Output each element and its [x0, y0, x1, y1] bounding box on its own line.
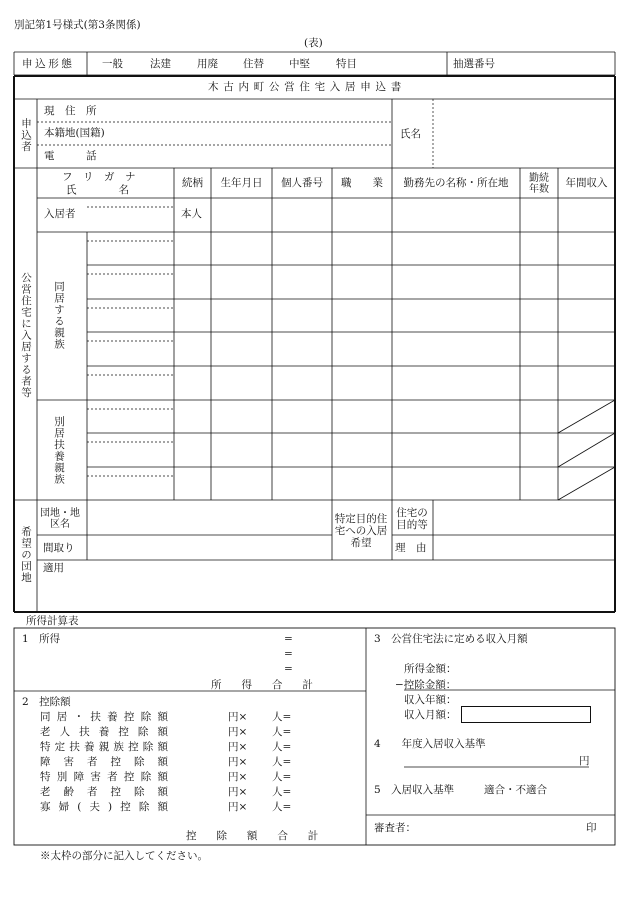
birthdate-header: 生年月日: [220, 176, 263, 189]
special-purpose-label: 特定目的住宅への入居希望: [334, 512, 388, 550]
deduction-label: 特別障害者控除額: [40, 771, 168, 783]
deduction-yen-times: 円×: [228, 711, 248, 723]
phone-label: 電 話: [44, 150, 97, 162]
id-number-header: 個人番号: [281, 176, 323, 189]
applicant-name-label: 氏名: [400, 128, 421, 140]
desired-group-label: 希望の団地: [20, 526, 33, 584]
deduction-persons-eq: 人=: [272, 771, 292, 783]
relation-header: 続柄: [182, 176, 203, 189]
deduction-persons-eq: 人=: [272, 786, 292, 798]
section4-label: 4 年度入居収入基準: [374, 738, 486, 750]
seal-label: 印: [586, 822, 597, 834]
option-youhai[interactable]: 用廃: [197, 58, 218, 70]
layout-label: 間取り: [43, 542, 75, 554]
domicile-label: 本籍地(国籍): [44, 127, 105, 139]
deduction-yen-times: 円×: [228, 786, 248, 798]
income-calc-heading: 所得計算表: [26, 615, 79, 627]
deduction-persons-eq: 人=: [272, 801, 292, 813]
deduction-yen-times: 円×: [228, 726, 248, 738]
tenure-header: 勤続年数: [529, 172, 549, 195]
footnote: ※太枠の部分に記入してください。: [40, 850, 208, 862]
name-header: 氏 名: [66, 184, 129, 196]
deduction-label: 障害者控除額: [40, 756, 168, 768]
applicant-relation: 本人: [181, 208, 202, 220]
option-houken[interactable]: 法建: [150, 58, 171, 70]
deduction-label: 特定扶養親族控除額: [40, 741, 168, 753]
residents-group-label: 公営住宅に入居する者等: [20, 271, 33, 399]
section3-label: 3 公営住宅法に定める収入月額: [374, 633, 528, 645]
deduction-label: 老人扶養控除額: [40, 726, 168, 738]
annual-income-label: 収入年額：: [404, 694, 457, 706]
deduction-label: 同居・扶養控除額: [40, 711, 168, 723]
income-total-label: 所 得 合 計: [211, 679, 318, 691]
deduction-yen-times: 円×: [228, 801, 248, 813]
deduction-persons-eq: 人=: [272, 726, 292, 738]
section1-label: 1 所得: [22, 633, 61, 645]
yen-label: 円: [579, 755, 590, 767]
separate-label: 別居扶養親族: [53, 415, 66, 485]
option-chuken[interactable]: 中堅: [289, 58, 310, 70]
workplace-header: 勤務先の名称・所在地: [403, 176, 509, 189]
deduction-total-label: 控 除 額 合 計: [186, 830, 324, 842]
applicant-row-label: 入居者: [44, 208, 76, 220]
cohabit-label: 同居する親族: [53, 280, 66, 350]
option-tokumoku[interactable]: 特目: [336, 58, 357, 70]
monthly-income-label: 収入月額：: [404, 709, 457, 721]
front-label: (表): [304, 37, 323, 49]
option-ippan[interactable]: 一般: [102, 58, 123, 70]
complex-label: 団地・地区名: [40, 507, 80, 530]
section2-label: 2 控除額: [22, 696, 71, 708]
furigana-header: フ リ ガ ナ: [62, 171, 136, 183]
deduction-amount-label: −控除金額：: [395, 679, 457, 691]
lottery-number-label: 抽選番号: [453, 58, 495, 70]
deduction-yen-times: 円×: [228, 756, 248, 768]
reviewer-label: 審査者：: [374, 822, 416, 834]
application-type-label: 申込形態: [22, 58, 75, 70]
equals-2: =: [284, 648, 293, 660]
deduction-persons-eq: 人=: [272, 711, 292, 723]
reason-label: 理 由: [395, 542, 427, 554]
deduction-yen-times: 円×: [228, 741, 248, 753]
applicant-group-label: 申込者: [20, 117, 33, 153]
equals-1: =: [284, 633, 293, 645]
suitability-choice[interactable]: 適合・不適合: [484, 784, 547, 796]
option-sumikae[interactable]: 住替: [243, 58, 264, 70]
income-header: 年間収入: [565, 176, 608, 189]
deduction-yen-times: 円×: [228, 771, 248, 783]
address-label: 現 住 所: [44, 105, 97, 117]
deduction-label: 老齢者控除額: [40, 786, 168, 798]
occupation-header: 職 業: [341, 176, 383, 189]
income-amount-label: 所得金額：: [404, 663, 457, 675]
deduction-persons-eq: 人=: [272, 756, 292, 768]
purpose-label: 住宅の目的等: [396, 506, 428, 531]
equals-3: =: [284, 663, 293, 675]
form-number: 別記第1号様式(第3条関係): [14, 19, 141, 31]
section5-label: 5 入居収入基準: [374, 784, 455, 796]
deduction-label: 寡婦(夫)控除額: [40, 801, 168, 813]
applicable-label: 適用: [43, 562, 64, 574]
deduction-persons-eq: 人=: [272, 741, 292, 753]
form-title: 木古内町公営住宅入居申込書: [208, 81, 406, 93]
